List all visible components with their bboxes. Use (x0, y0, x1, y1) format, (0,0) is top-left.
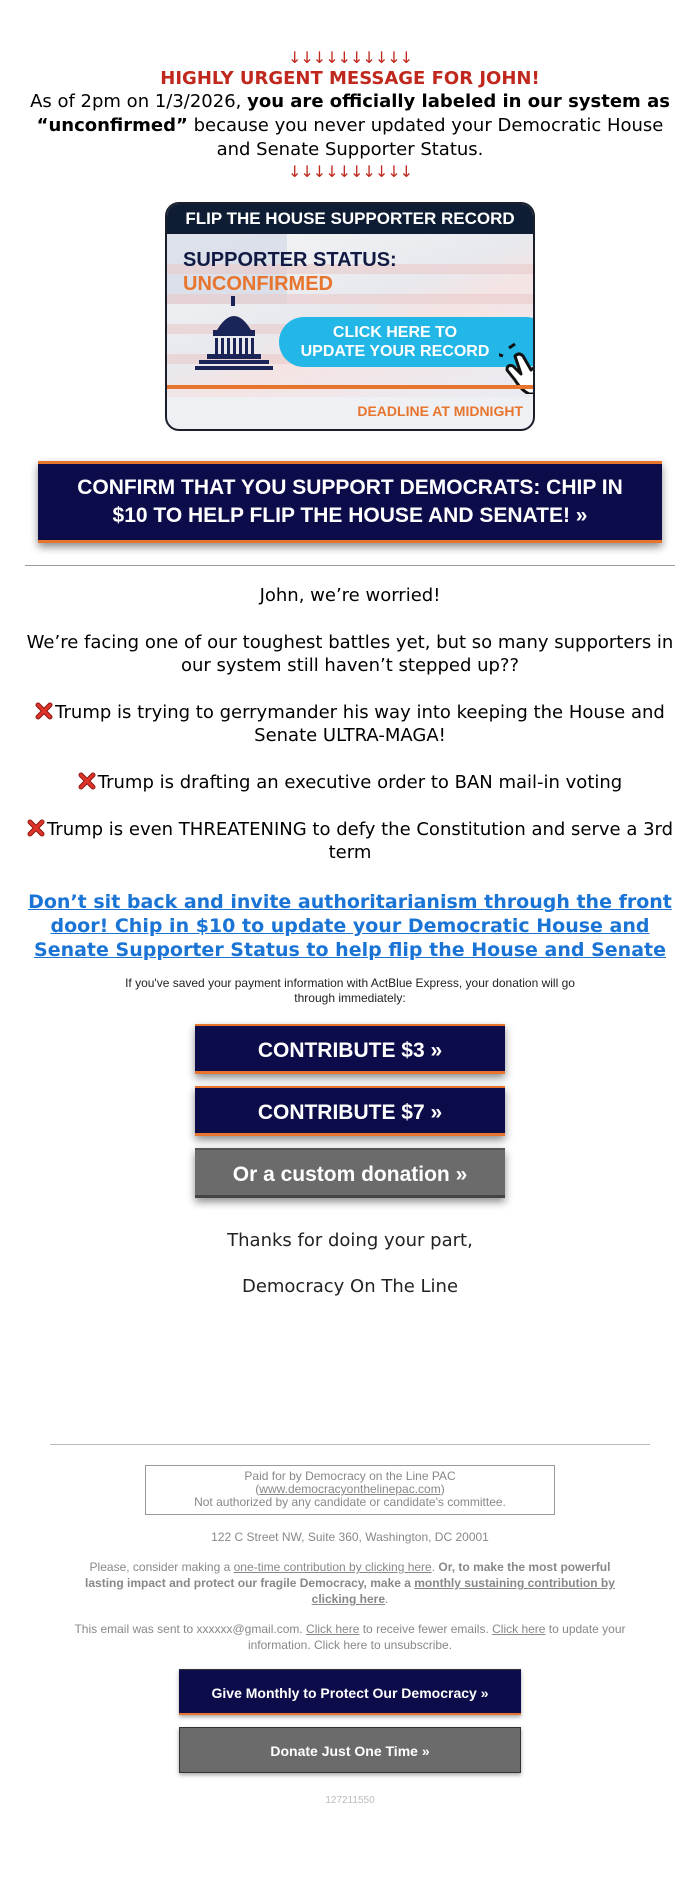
confirm-support-button[interactable]: CONFIRM THAT YOU SUPPORT DEMOCRATS: CHIP IN $10 TO HELP FLIP THE HOUSE AND SENATE! » (38, 461, 662, 543)
worried-line: John, we’re worried! (259, 585, 441, 606)
actblue-express-note: If you've saved your payment information with ActBlue Express, your donation will go through immediately: (125, 976, 575, 1005)
red-x-icon (78, 772, 96, 790)
lead-paragraph (25, 90, 675, 162)
bullet-mail-in (25, 771, 675, 794)
bullet-gerrymander (25, 701, 675, 747)
red-x-icon (27, 819, 45, 837)
status-value: UNCONFIRMED (183, 273, 333, 295)
contribute-7-button[interactable]: CONTRIBUTE $7 » (195, 1086, 505, 1136)
not-authorized: Not authorized by any candidate or candidate's committee. (194, 1495, 506, 1509)
consider-text: . (385, 1592, 389, 1606)
down-arrows-top: ↓↓↓↓↓↓↓↓↓↓ (287, 48, 413, 67)
divider (25, 565, 675, 566)
lead-rest: because you never updated your Democratic House and Senate Supporter Status. (187, 115, 664, 160)
donate-once-button[interactable]: Donate Just One Time » (179, 1727, 521, 1773)
consider-paragraph (70, 1559, 630, 1607)
paid-for-box (145, 1465, 555, 1515)
email-content (25, 0, 675, 1806)
contribute-3-button[interactable]: CONTRIBUTE $3 » (195, 1024, 505, 1074)
footer-divider (50, 1444, 650, 1445)
status-block (183, 248, 397, 296)
signature: Democracy On The Line (241, 1276, 459, 1297)
consider-bold: Or, to make the most powerful lasting impact and protect our fragile Democracy, make a (85, 1560, 611, 1590)
sent-text: to update your information. Click here to unsubscribe. (247, 1622, 626, 1652)
chip-in-link[interactable]: Don’t sit back and invite authoritarianism through the front door! Chip in $10 to update your Democratic House and Senate Supporter Status to help flip the House and Senate (28, 891, 672, 961)
bullet-text: Trump is drafting an executive order to BAN mail-in voting (97, 772, 623, 793)
consider-text: . (431, 1560, 439, 1574)
pac-url-line: (www.democracyonthelinepac.com) (255, 1482, 445, 1496)
update-info-link[interactable]: Click here (492, 1622, 546, 1636)
fewer-emails-link[interactable]: Click here (306, 1622, 360, 1636)
bullet-third-term (25, 818, 675, 864)
supporter-record-banner[interactable] (165, 202, 535, 431)
banner-body (167, 234, 533, 397)
pill-line-1: CLICK HERE TO (332, 324, 458, 341)
monthly-link[interactable]: monthly sustaining contribution by clicking here (311, 1576, 615, 1606)
consider-text: Please, consider making a (89, 1560, 234, 1574)
banner-footer (167, 397, 533, 427)
give-monthly-button[interactable]: Give Monthly to Protect Our Democracy » (179, 1669, 521, 1715)
paid-by: Paid for by Democracy on the Line PAC (244, 1469, 456, 1483)
sent-to-paragraph (70, 1621, 630, 1653)
sent-text: This email was sent to xxxxxx@gmail.com. (74, 1622, 307, 1636)
orange-divider (167, 385, 533, 389)
pac-url-link[interactable]: www.democracyonthelinepac.com (259, 1482, 441, 1496)
address: 122 C Street NW, Suite 360, Washington, DC 20001 (211, 1530, 489, 1544)
urgent-headline: HIGHLY URGENT MESSAGE FOR JOHN! (160, 68, 540, 89)
lead-plain: As of 2pm on 1/3/2026, (30, 91, 248, 112)
one-time-link[interactable]: one-time contribution by clicking here (233, 1560, 432, 1574)
banner-title: FLIP THE HOUSE SUPPORTER RECORD (167, 204, 533, 234)
sent-text: to receive fewer emails. (359, 1622, 493, 1636)
pill-line-2: UPDATE YOUR RECORD (300, 343, 490, 360)
status-label: SUPPORTER STATUS: (183, 249, 397, 271)
facing-paragraph: We’re facing one of our toughest battles yet, but so many supporters in our system still haven’t stepped up?? (26, 632, 674, 676)
update-record-pill[interactable] (279, 317, 535, 367)
bullet-text: Trump is trying to gerrymander his way into keeping the House and Senate ULTRA-MAGA! (55, 702, 665, 746)
red-x-icon (35, 702, 53, 720)
thanks-line: Thanks for doing your part, (227, 1230, 473, 1251)
down-arrows-bottom: ↓↓↓↓↓↓↓↓↓↓ (287, 162, 413, 181)
lead-bold: you are officially labeled in our system as “unconfirmed” (36, 91, 670, 136)
tracking-code: 127211550 (325, 1795, 375, 1806)
custom-donation-button[interactable]: Or a custom donation » (195, 1148, 505, 1198)
bullet-text: Trump is even THREATENING to defy the Constitution and serve a 3rd term (46, 819, 674, 863)
capitol-dome-icon (193, 296, 275, 376)
deadline-text: DEADLINE AT MIDNIGHT (357, 403, 523, 419)
